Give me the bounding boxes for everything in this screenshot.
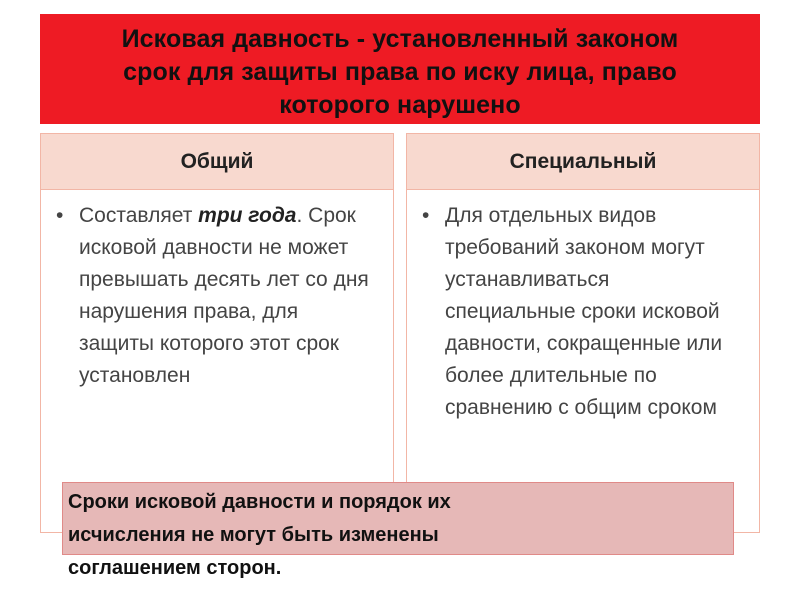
general-term-heading: Общий	[41, 134, 393, 190]
title-line-2: срок для защиты права по иску лица, право	[123, 58, 677, 86]
note-line-2: исчисления не могут быть изменены	[68, 524, 439, 546]
note-text	[68, 486, 588, 585]
special-term-text: Для отдельных видов требований законом могут устанавливаться специальные сроки исковой давности, сокращенные или более длительные по сравнению с общим сроком	[445, 204, 723, 419]
special-term-body	[407, 190, 759, 424]
general-term-text-before: Составляет	[79, 204, 199, 227]
general-term-column	[40, 133, 394, 533]
note-line-3: соглашением сторон.	[68, 557, 282, 579]
title-line-1: Исковая давность - установленный законом	[121, 25, 679, 53]
title-banner	[40, 14, 760, 124]
bullet-icon: •	[56, 204, 64, 227]
general-term-emphasis: три года	[198, 204, 297, 227]
note-line-1: Сроки исковой давности и порядок их	[68, 491, 451, 513]
bullet-icon: •	[422, 204, 430, 227]
special-term-column	[406, 133, 760, 533]
general-term-text-after: . Срок исковой давности не может превышать десять лет со дня нарушения права, для защиты которого этот срок установлен	[79, 204, 369, 387]
general-term-body	[41, 190, 393, 392]
special-term-heading: Специальный	[407, 134, 759, 190]
title-line-3: которого нарушено	[279, 91, 521, 119]
